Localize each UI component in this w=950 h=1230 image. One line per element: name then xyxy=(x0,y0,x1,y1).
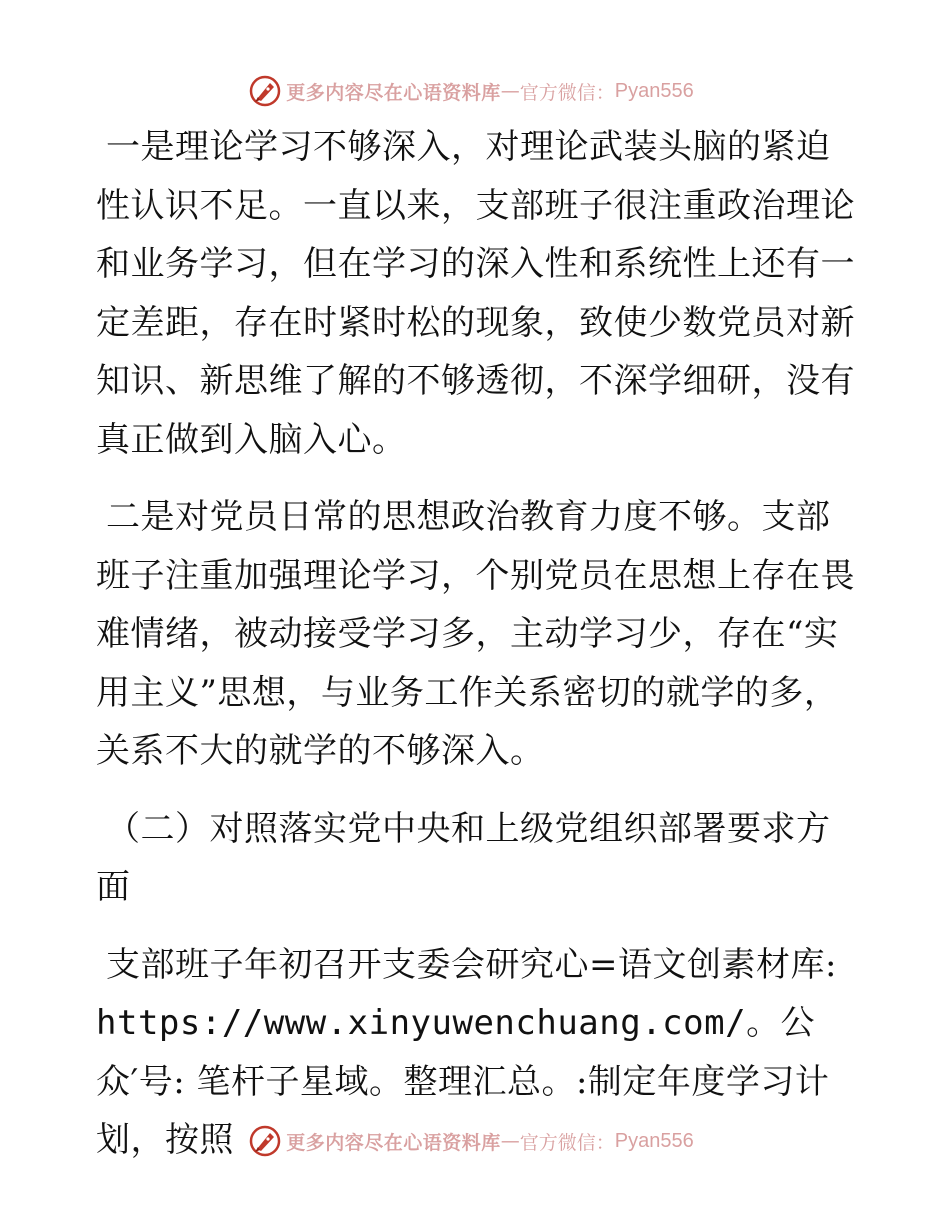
header-banner xyxy=(0,71,950,111)
paragraph-4-rest: 。公众′号: 笔杆子星域。整理汇总。:制定年度学习计划，按照 xyxy=(96,1003,830,1160)
section-heading: （二）对照落实党中央和上级党组织部署要求方面 xyxy=(96,808,831,907)
footer-banner xyxy=(0,1121,950,1161)
footer-wechat-label: 官方微信： xyxy=(519,1131,615,1154)
footer-banner-title: 更多内容尽在心语资料库 xyxy=(286,1131,501,1154)
paragraph-2: 二是对党员日常的思想政治教育力度不够。支部班子注重加强理论学习，个别党员在思想上存在畏难情绪，被动接受学习多，主动学习少，存在“实用主义”思想，与业务工作关系密切的就学的多，关系不大的就学的不够深入。 xyxy=(96,497,855,771)
paragraph-1: 一是理论学习不够深入，对理论武装头脑的紧迫性认识不足。一直以来，支部班子很注重政治理论和业务学习，但在学习的深入性和系统性上还有一定差距，存在时紧时松的现象，致使少数党员对新知识、新思维了解的不够透彻，不深学细研，没有真正做到入脑入心。 xyxy=(96,127,855,460)
website-url: https://www.xinyuwenchuang.com/ xyxy=(96,1003,747,1043)
paragraph-4-intro: 支部班子年初召开支委会研究心=语文创素材库: xyxy=(106,944,837,985)
footer-wechat-id: Pyan556 xyxy=(614,1129,694,1152)
banner-title: 更多内容尽在心语资料库 xyxy=(286,81,501,104)
footer-banner-separator: — xyxy=(500,1130,520,1152)
pen-nib-logo-icon xyxy=(248,1124,282,1158)
banner-wechat-label: 官方微信： xyxy=(519,81,615,104)
banner-separator: — xyxy=(500,80,520,102)
pen-nib-logo-icon xyxy=(248,74,282,108)
document-body xyxy=(96,118,856,1189)
banner-wechat-id: Pyan556 xyxy=(614,79,694,102)
